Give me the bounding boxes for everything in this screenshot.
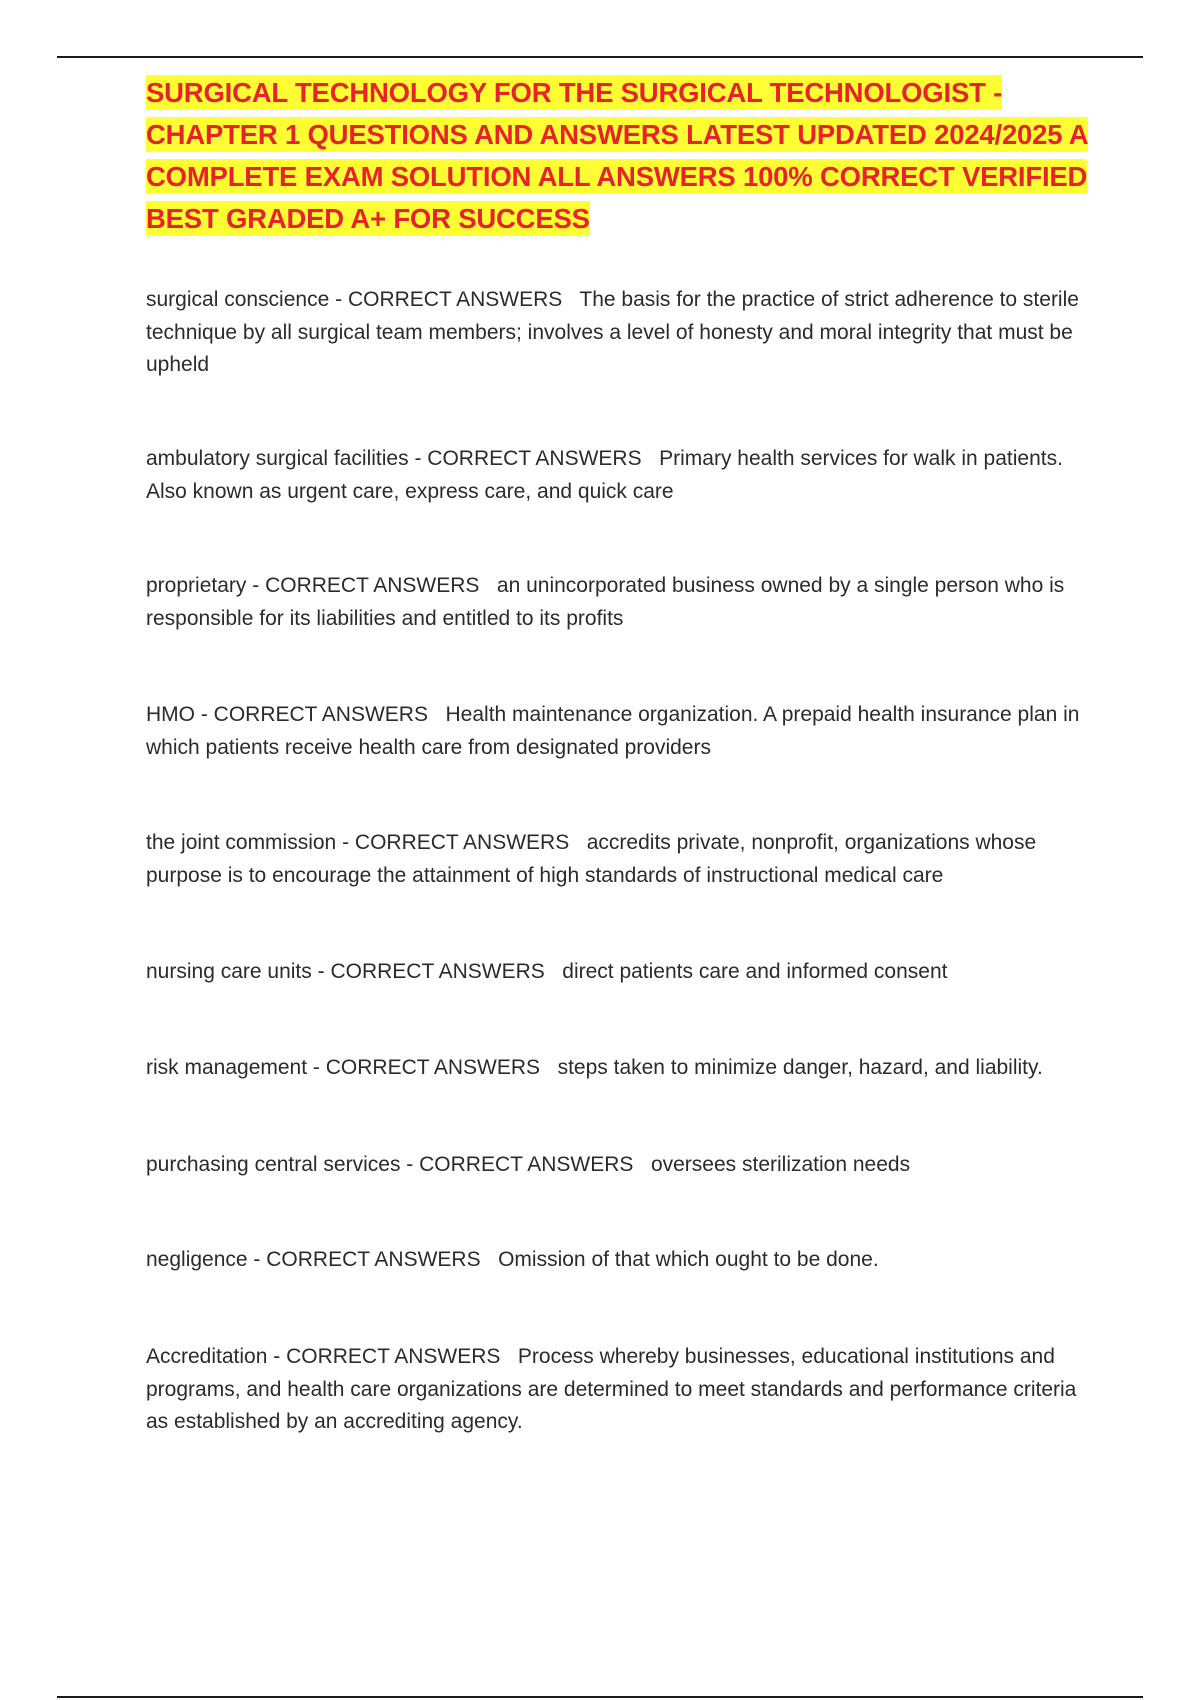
qa-entry: ambulatory surgical facilities - CORRECT ANSWERS Primary health services for walk in patients. Also known as urgent care, express care, and quick care	[146, 447, 1063, 503]
qa-entry: risk management - CORRECT ANSWERS steps taken to minimize danger, hazard, and liability.	[146, 1056, 1043, 1079]
qa-entry: HMO - CORRECT ANSWERS Health maintenance organization. A prepaid health insurance plan in which patients receive health care from designated providers	[146, 703, 1080, 759]
qa-entry: proprietary - CORRECT ANSWERS an unincorporated business owned by a single person who is responsible for its liabilities and entitled to its profits	[146, 574, 1065, 630]
qa-entry: surgical conscience - CORRECT ANSWERS The basis for the practice of strict adherence to sterile technique by all surgical team members; involves a level of honesty and moral integrity that must be upheld	[146, 288, 1079, 376]
bottom-rule	[57, 1696, 1143, 1698]
qa-definition: steps taken to minimize danger, hazard, and liability.	[557, 1056, 1043, 1079]
qa-answer-marker: CORRECT ANSWERS	[286, 1345, 501, 1368]
qa-term: HMO	[146, 703, 195, 726]
top-rule	[57, 56, 1143, 58]
qa-entry: nursing care units - CORRECT ANSWERS direct patients care and informed consent	[146, 960, 948, 983]
qa-entry: purchasing central services - CORRECT ANSWERS oversees sterilization needs	[146, 1153, 911, 1176]
qa-definition: Process whereby businesses, educational institutions and programs, and health care organizations are determined to meet standards and performance criteria as established by an accrediting agency.	[146, 1345, 1077, 1433]
qa-term: negligence	[146, 1248, 248, 1271]
qa-definition: The basis for the practice of strict adherence to sterile technique by all surgical team members; involves a level of honesty and moral integrity that must be upheld	[146, 288, 1079, 376]
qa-answer-marker: CORRECT ANSWERS	[419, 1153, 634, 1176]
qa-term: purchasing central services	[146, 1153, 401, 1176]
qa-definition: Omission of that which ought to be done.	[498, 1248, 879, 1271]
qa-term: proprietary	[146, 574, 247, 597]
qa-definition: Primary health services for walk in patients. Also known as urgent care, express care, and quick care	[146, 447, 1063, 503]
qa-answer-marker: CORRECT ANSWERS	[266, 1248, 481, 1271]
qa-term: ambulatory surgical facilities	[146, 447, 409, 470]
qa-answer-marker: CORRECT ANSWERS	[325, 1056, 541, 1079]
qa-term: the joint commission	[146, 831, 337, 854]
qa-answer-marker: CORRECT ANSWERS	[347, 288, 563, 311]
qa-term: nursing care units	[146, 960, 312, 983]
qa-entry: negligence - CORRECT ANSWERS Omission of that which ought to be done.	[146, 1248, 879, 1271]
qa-entry: Accreditation - CORRECT ANSWERS Process whereby businesses, educational institutions and programs, and health care organizations are determined to meet standards and performance criteria as established by an accrediting agency.	[146, 1345, 1077, 1433]
qa-answer-marker: CORRECT ANSWERS	[265, 574, 480, 597]
qa-definition: direct patients care and informed consent	[562, 960, 948, 983]
qa-definition: oversees sterilization needs	[650, 1153, 911, 1176]
qa-answer-marker: CORRECT ANSWERS	[354, 831, 570, 854]
qa-answer-marker: CORRECT ANSWERS	[213, 703, 428, 726]
qa-definition: accredits private, nonprofit, organizations whose purpose is to encourage the attainment of high standards of instructional medical care	[146, 831, 1037, 887]
qa-term: risk management	[146, 1056, 308, 1079]
qa-answer-marker: CORRECT ANSWERS	[330, 960, 545, 983]
qa-term: Accreditation	[146, 1345, 268, 1368]
qa-definition: Health maintenance organization. A prepaid health insurance plan in which patients receive health care from designated providers	[146, 703, 1080, 759]
qa-term: surgical conscience	[146, 288, 330, 311]
qa-answer-marker: CORRECT ANSWERS	[427, 447, 642, 470]
qa-definition: an unincorporated business owned by a single person who is responsible for its liabilities and entitled to its profits	[146, 574, 1065, 630]
document-title	[146, 72, 1106, 240]
title-highlight: SURGICAL TECHNOLOGY FOR THE SURGICAL TECHNOLOGIST - CHAPTER 1 QUESTIONS AND ANSWERS LATEST UPDATED 2024/2025 A COMPLETE EXAM SOLUTION ALL ANSWERS 100% CORRECT VERIFIED BEST GRADED A+ FOR SUCCESS	[146, 77, 1089, 234]
qa-entry: the joint commission - CORRECT ANSWERS accredits private, nonprofit, organizations whose purpose is to encourage the attainment of high standards of instructional medical care	[146, 831, 1037, 887]
